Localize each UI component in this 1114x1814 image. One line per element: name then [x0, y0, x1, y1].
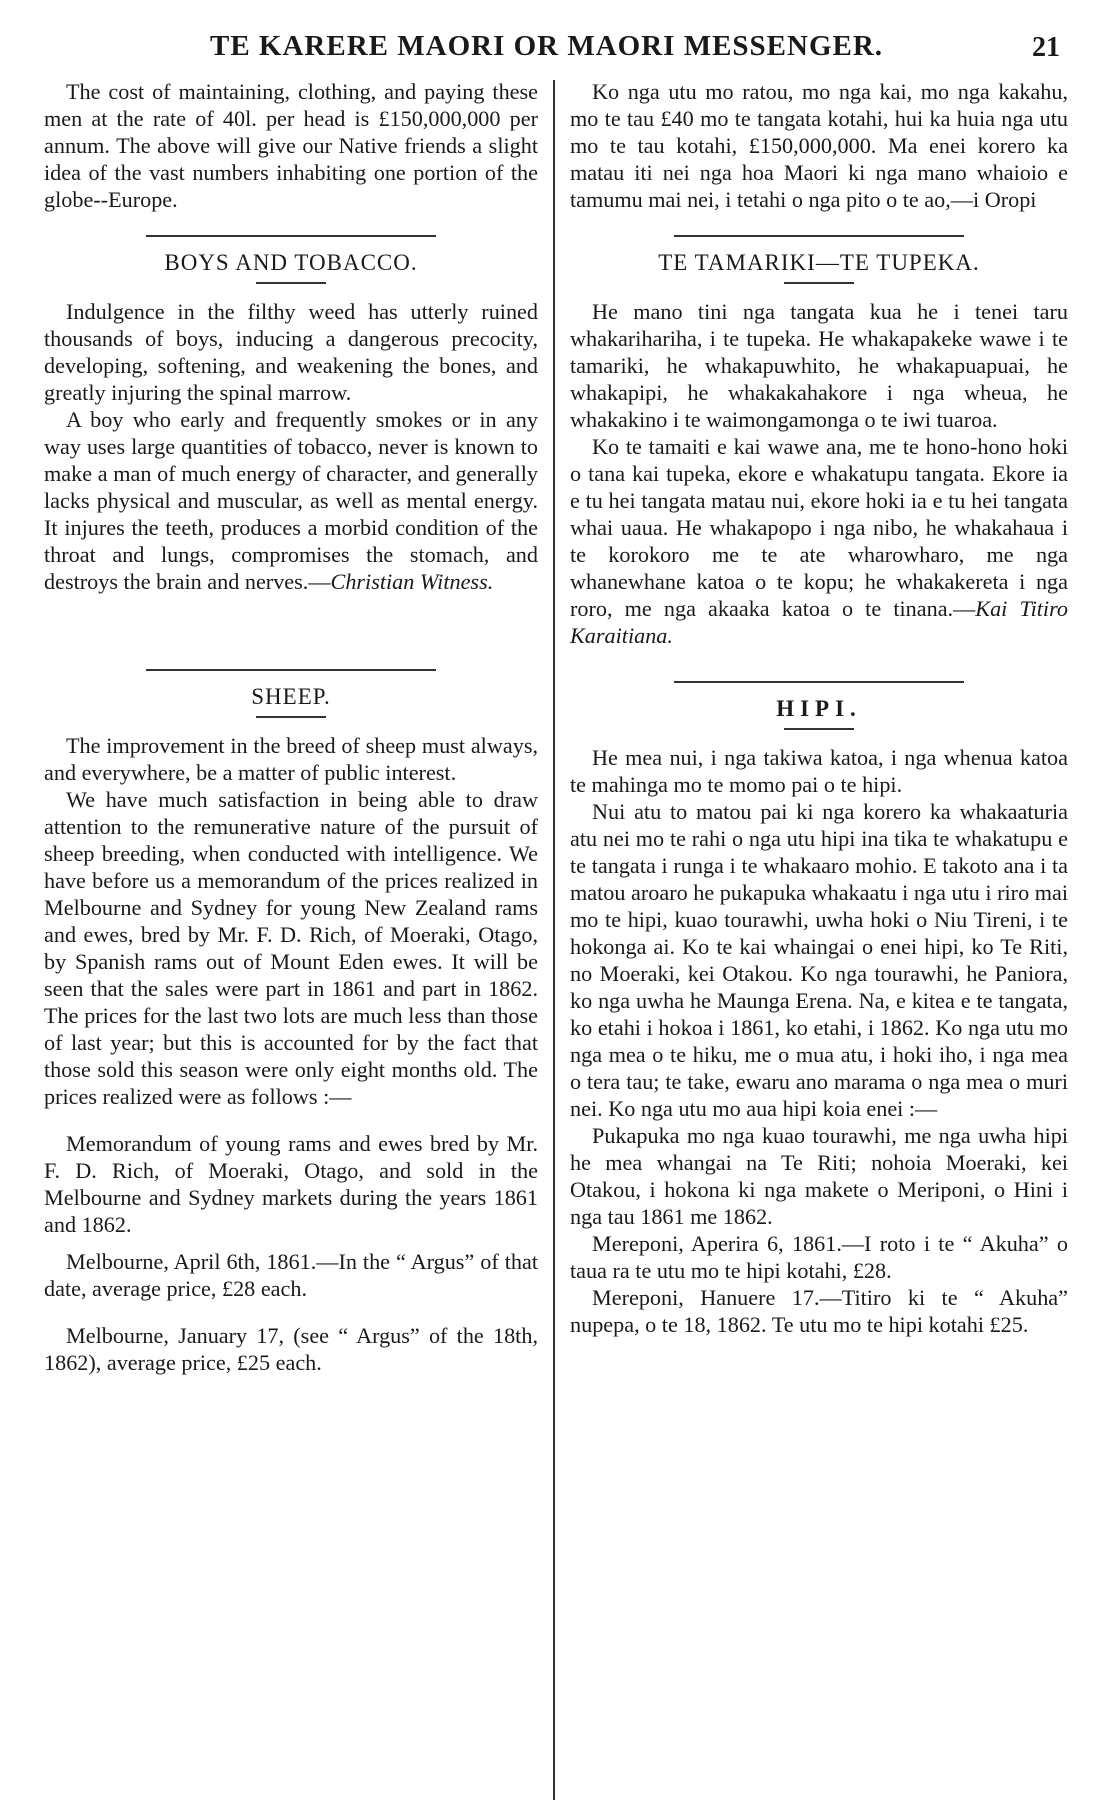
heading-sheep: SHEEP.	[251, 684, 331, 709]
mereponi-sale-1: Mereponi, Aperira 6, 1861.—I roto i te “ Akuha” o taua ra te utu mo te hipi kotahi, £28.	[570, 1231, 1068, 1283]
page-header	[60, 30, 1060, 70]
masthead-title: TE KARERE MAORI OR MAORI MESSENGER.	[210, 30, 884, 62]
english-column	[44, 78, 538, 1376]
heading-rule	[256, 282, 326, 284]
section-rule	[674, 681, 964, 683]
spacer	[570, 649, 1068, 659]
tamariki-paragraph-2-text: Ko te tamaiti e kai wawe ana, me te hono-hono hoki o tana kai tupeka, ekore e whakatupu tangata. Ekore ia e tu hei tangata matau nui, ekore hoki ia e tu hei tangata whai uaua. He whakapopo i nga nibo, he whakahaua i te korokoro me te ate wharowharo, me nga whanewhane katoa o te kopu; he whakakereta i nga roro, me nga akaaka katoa o te tinana.—	[570, 434, 1068, 621]
intro-paragraph-maori: Ko nga utu mo ratou, mo nga kai, mo nga kakahu, mo te tau £40 mo te tangata kotahi, hui ka huia nga utu mo te tau kotahi, £150,000,000. Ma enei korero ka matau iti nei nga hoa Maori ki nga mano whaioio e tamumu mai nei, i tetahi o nga pito o te ao,—i Oropi	[570, 79, 1068, 212]
maori-column	[570, 78, 1068, 1338]
heading-rule	[784, 282, 854, 284]
hipi-paragraph-1: He mea nui, i nga takiwa katoa, i nga whenua katoa te mahinga mo te momo pai o te hipi.	[570, 745, 1068, 797]
spacer	[44, 1110, 538, 1130]
tamariki-attribution: Kai Titiro Karaitiana.	[570, 596, 1068, 648]
boys-paragraph-1: Indulgence in the filthy weed has utterly ruined thousands of boys, inducing a dangerous precocity, developing, softening, and weakening the bones, and greatly injuring the spinal marrow.	[44, 299, 538, 405]
spacer	[44, 1302, 538, 1322]
page-number: 21	[1032, 32, 1060, 63]
mereponi-sale-2: Mereponi, Hanuere 17.—Titiro ki te “ Akuha” nupepa, o te 18, 1862. Te utu mo te hipi kotahi £25.	[570, 1285, 1068, 1337]
sheep-memorandum: Memorandum of young rams and ewes bred by Mr. F. D. Rich, of Moeraki, Otago, and sold in the Melbourne and Sydney markets during the years 1861 and 1862.	[44, 1131, 538, 1237]
boys-paragraph-2-text: A boy who early and frequently smokes or in any way uses large quantities of tobacco, never is known to make a man of much energy of character, and generally lacks physical and muscular, as well as mental energy. It injures the teeth, produces a morbid condition of the throat and lungs, compromises the stomach, and destroys the brain and nerves.—	[44, 407, 538, 594]
melbourne-sale-1: Melbourne, April 6th, 1861.—In the “ Argus” of that date, average price, £28 each.	[44, 1249, 538, 1301]
heading-boys-and-tobacco: BOYS AND TOBACCO.	[164, 250, 418, 275]
section-rule	[674, 235, 964, 237]
sheep-paragraph-2: We have much satisfaction in being able to draw attention to the remunerative nature of the pursuit of sheep breeding, when conducted with intelligence. We have before us a memorandum of the prices realized in Melbourne and Sydney for young New Zealand rams and ewes, bred by Mr. F. D. Rich, of Moeraki, Otago, by Spanish rams out of Mount Eden ewes. It will be seen that the sales were part in 1861 and part in 1862. The prices for the last two lots are much less than those of last year; but this is accounted for by the fact that those sold this season were only eight months old. The prices realized were as follows :—	[44, 787, 538, 1109]
tamariki-paragraph-1: He mano tini nga tangata kua he i tenei taru whakarihariha, i te tupeka. He whakapakeke wawe i te tamariki, he whakapuwhito, he whakapuapuai, he whakapipi, he whakakahakore i nga wheua, he whakakino i te waimongamonga o te iwi tuaroa.	[570, 299, 1068, 432]
section-rule	[146, 235, 436, 237]
tamariki-paragraph-2	[570, 433, 1068, 649]
spacer	[44, 595, 538, 647]
hipi-pukapuka: Pukapuka mo nga kuao tourawhi, me nga uwha hipi he mea whangai na Te Riti; nohoia Moeraki, kei Otakou, i hokona ki nga makete o Meriponi, o Hini i nga tau 1861 me 1862.	[570, 1123, 1068, 1229]
boys-attribution: Christian Witness.	[330, 569, 494, 594]
heading-rule	[256, 716, 326, 718]
heading-rule	[784, 728, 854, 730]
heading-te-tamariki: TE TAMARIKI—TE TUPEKA.	[658, 250, 980, 275]
heading-hipi: HIPI.	[776, 696, 862, 721]
melbourne-sale-2: Melbourne, January 17, (see “ Argus” of the 18th, 1862), average price, £25 each.	[44, 1323, 538, 1375]
spacer	[44, 1238, 538, 1248]
intro-paragraph: The cost of maintaining, clothing, and paying these men at the rate of 40l. per head is £150,000,000 per annum. The above will give our Native friends a slight idea of the vast numbers inhabiting one portion of the globe--Europe.	[44, 79, 538, 212]
sheep-paragraph-1: The improvement in the breed of sheep must always, and everywhere, be a matter of public interest.	[44, 733, 538, 785]
hipi-paragraph-2: Nui atu to matou pai ki nga korero ka whakaaturia atu nei mo te rahi o nga utu hipi ina tika te whakatupu e te tangata i runga i te whakaaro mohio. E takoto ana i ta matou aroaro he pukapuka whakaatu i nga utu i riro mai mo te hipi, kuao tourawhi, uwha hoki o Niu Tireni, i te hokonga ai. Ko te kai whaingai o enei hipi, ko Te Riti, no Moeraki, kei Otakou. Ko nga tourawhi, he Paniora, ko nga uwha he Maunga Erena. Na, e kitea e te tangata, ko etahi i hokoa i 1861, ko etahi, i 1862. Ko nga utu mo nga mea o te hiku, me o mua atu, i hoki iho, i nga mea o tera tau; te take, ewaru ano marama o nga mea o muri nei. Ko nga utu mo aua hipi koia enei :—	[570, 799, 1068, 1121]
boys-paragraph-2	[44, 406, 538, 595]
section-rule	[146, 669, 436, 671]
column-divider	[553, 80, 555, 1800]
